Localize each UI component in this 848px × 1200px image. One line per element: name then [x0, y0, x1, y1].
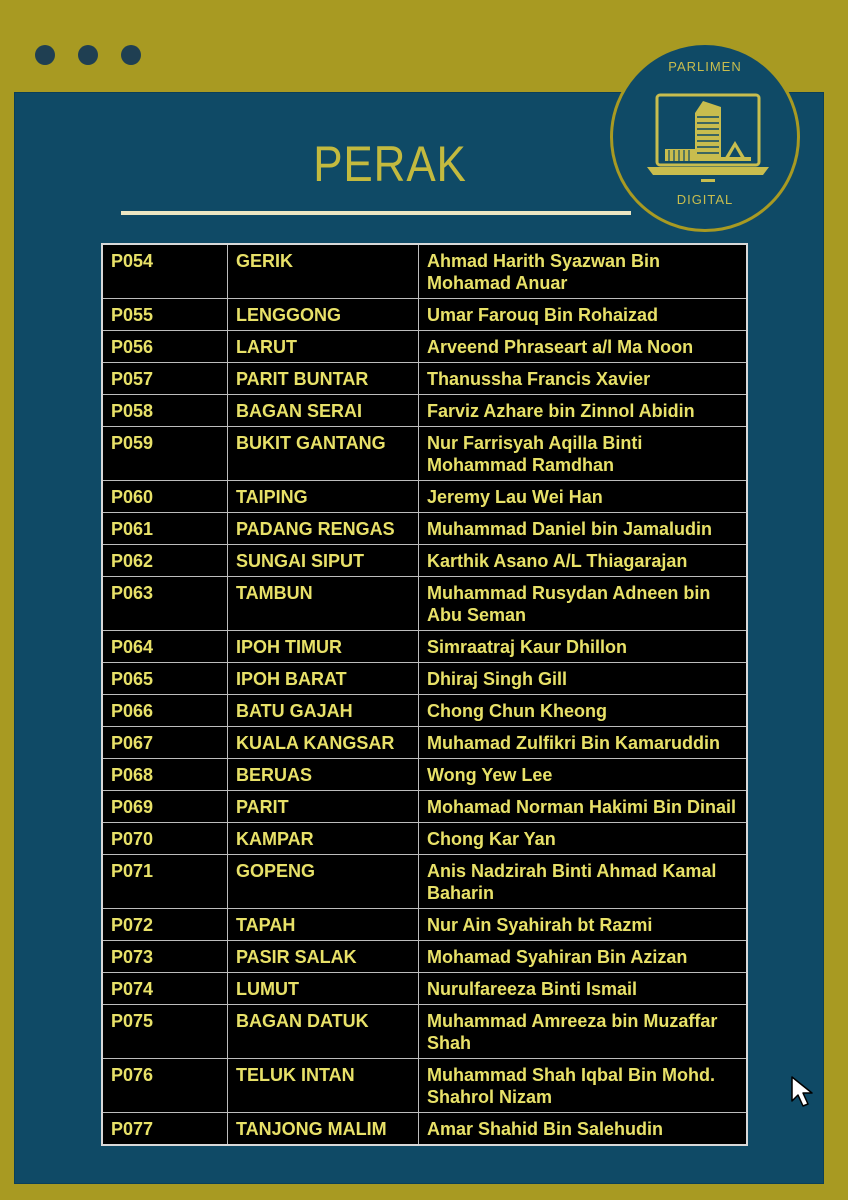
table-row: [102, 941, 747, 973]
cell-constituency: GOPENG: [228, 855, 419, 909]
table-row: [102, 823, 747, 855]
cell-constituency: TAPAH: [228, 909, 419, 941]
cell-name: Chong Kar Yan: [419, 823, 748, 855]
table-row: [102, 427, 747, 481]
table-row: [102, 1005, 747, 1059]
cell-constituency: BAGAN SERAI: [228, 395, 419, 427]
cell-name: Nur Farrisyah Aqilla Binti Mohammad Ramdhan: [419, 427, 748, 481]
cell-code: P064: [102, 631, 228, 663]
cell-constituency: SUNGAI SIPUT: [228, 545, 419, 577]
cell-name: Umar Farouq Bin Rohaizad: [419, 299, 748, 331]
cell-constituency: TAMBUN: [228, 577, 419, 631]
window-dot-icon[interactable]: [35, 45, 55, 65]
table-row: [102, 513, 747, 545]
cell-constituency: GERIK: [228, 244, 419, 299]
cell-constituency: PARIT: [228, 791, 419, 823]
cell-code: P066: [102, 695, 228, 727]
cell-name: Amar Shahid Bin Salehudin: [419, 1113, 748, 1146]
cell-name: Farviz Azhare bin Zinnol Abidin: [419, 395, 748, 427]
cell-name: Thanussha Francis Xavier: [419, 363, 748, 395]
cell-constituency: PADANG RENGAS: [228, 513, 419, 545]
cell-code: P067: [102, 727, 228, 759]
cell-constituency: BUKIT GANTANG: [228, 427, 419, 481]
table-row: [102, 299, 747, 331]
cell-name: Arveend Phraseart a/l Ma Noon: [419, 331, 748, 363]
window-dot-icon[interactable]: [78, 45, 98, 65]
cell-code: P065: [102, 663, 228, 695]
cell-code: P062: [102, 545, 228, 577]
cell-name: Jeremy Lau Wei Han: [419, 481, 748, 513]
cell-code: P075: [102, 1005, 228, 1059]
table-row: [102, 1113, 747, 1146]
cell-code: P059: [102, 427, 228, 481]
table-body: [102, 244, 747, 1145]
table-row: [102, 791, 747, 823]
cell-name: Muhamad Zulfikri Bin Kamaruddin: [419, 727, 748, 759]
cell-code: P063: [102, 577, 228, 631]
cell-constituency: IPOH TIMUR: [228, 631, 419, 663]
table-row: [102, 481, 747, 513]
cell-code: P068: [102, 759, 228, 791]
parliament-laptop-icon: [643, 83, 773, 193]
title-divider: [121, 211, 631, 215]
table-row: [102, 759, 747, 791]
table-row: [102, 545, 747, 577]
cell-code: P070: [102, 823, 228, 855]
cell-constituency: LARUT: [228, 331, 419, 363]
cell-constituency: PASIR SALAK: [228, 941, 419, 973]
cell-code: P072: [102, 909, 228, 941]
cell-code: P058: [102, 395, 228, 427]
parlimen-digital-logo: [610, 42, 800, 232]
table-row: [102, 695, 747, 727]
cell-name: Wong Yew Lee: [419, 759, 748, 791]
cell-code: P076: [102, 1059, 228, 1113]
cell-name: Mohamad Norman Hakimi Bin Dinail: [419, 791, 748, 823]
table-row: [102, 244, 747, 299]
window-controls: [35, 45, 141, 65]
cell-constituency: LUMUT: [228, 973, 419, 1005]
cell-constituency: KAMPAR: [228, 823, 419, 855]
cell-code: P061: [102, 513, 228, 545]
cell-name: Ahmad Harith Syazwan Bin Mohamad Anuar: [419, 244, 748, 299]
table-row: [102, 663, 747, 695]
cell-code: P057: [102, 363, 228, 395]
cell-constituency: BATU GAJAH: [228, 695, 419, 727]
table-row: [102, 1059, 747, 1113]
cell-name: Nurulfareeza Binti Ismail: [419, 973, 748, 1005]
table-row: [102, 909, 747, 941]
cell-constituency: BAGAN DATUK: [228, 1005, 419, 1059]
cell-constituency: PARIT BUNTAR: [228, 363, 419, 395]
cell-constituency: LENGGONG: [228, 299, 419, 331]
cell-constituency: IPOH BARAT: [228, 663, 419, 695]
table-row: [102, 727, 747, 759]
cell-name: Karthik Asano A/L Thiagarajan: [419, 545, 748, 577]
cell-code: P077: [102, 1113, 228, 1146]
mp-table: [101, 243, 748, 1146]
logo-bottom-text: DIGITAL: [676, 192, 734, 207]
cell-code: P054: [102, 244, 228, 299]
cell-code: P055: [102, 299, 228, 331]
cell-code: P071: [102, 855, 228, 909]
cell-name: Muhammad Rusydan Adneen bin Abu Seman: [419, 577, 748, 631]
cell-name: Muhammad Daniel bin Jamaludin: [419, 513, 748, 545]
window-dot-icon[interactable]: [121, 45, 141, 65]
cell-name: Simraatraj Kaur Dhillon: [419, 631, 748, 663]
cell-constituency: TELUK INTAN: [228, 1059, 419, 1113]
cell-name: Chong Chun Kheong: [419, 695, 748, 727]
cell-constituency: BERUAS: [228, 759, 419, 791]
cell-name: Nur Ain Syahirah bt Razmi: [419, 909, 748, 941]
cell-constituency: TAIPING: [228, 481, 419, 513]
logo-top-text: PARLIMEN: [668, 59, 742, 74]
table-row: [102, 331, 747, 363]
table-row: [102, 973, 747, 1005]
cell-code: P074: [102, 973, 228, 1005]
table-row: [102, 577, 747, 631]
cell-constituency: KUALA KANGSAR: [228, 727, 419, 759]
table-row: [102, 855, 747, 909]
cell-code: P056: [102, 331, 228, 363]
cell-constituency: TANJONG MALIM: [228, 1113, 419, 1146]
table-row: [102, 395, 747, 427]
table-row: [102, 363, 747, 395]
cell-name: Mohamad Syahiran Bin Azizan: [419, 941, 748, 973]
table-row: [102, 631, 747, 663]
cell-code: P069: [102, 791, 228, 823]
cell-name: Muhammad Amreeza bin Muzaffar Shah: [419, 1005, 748, 1059]
cell-code: P060: [102, 481, 228, 513]
page-title: PERAK: [313, 136, 467, 192]
cell-code: P073: [102, 941, 228, 973]
cell-name: Muhammad Shah Iqbal Bin Mohd. Shahrol Nizam: [419, 1059, 748, 1113]
cell-name: Dhiraj Singh Gill: [419, 663, 748, 695]
cell-name: Anis Nadzirah Binti Ahmad Kamal Baharin: [419, 855, 748, 909]
mouse-pointer-icon: [790, 1075, 820, 1109]
